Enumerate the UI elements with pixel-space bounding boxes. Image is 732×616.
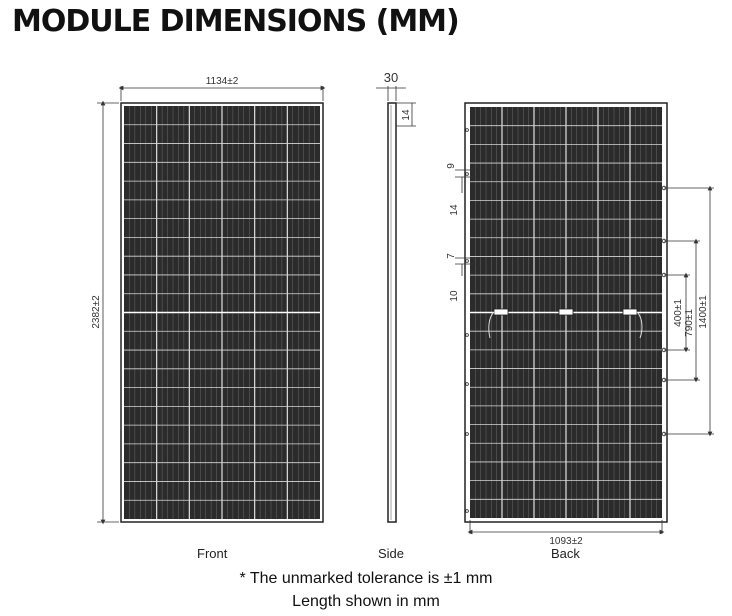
- junction-box-center: [559, 309, 573, 315]
- tolerance-note: * The unmarked tolerance is ±1 mm: [239, 570, 493, 587]
- back-view: [465, 103, 667, 522]
- back-width-dimension: [470, 520, 662, 547]
- hole-b-top-label: 7: [446, 253, 457, 259]
- length-note: Length shown in mm: [292, 593, 440, 610]
- hole-a-bottom-label: 14: [449, 204, 460, 216]
- hole: [466, 173, 469, 176]
- front-view: [121, 103, 323, 522]
- mount-400-label: 400±1: [673, 299, 684, 327]
- junction-box-left: [494, 309, 508, 315]
- side-thickness-label: 30: [383, 70, 399, 85]
- hole: [466, 433, 469, 436]
- side-frame: [388, 103, 396, 522]
- hole: [466, 129, 469, 132]
- hole: [466, 510, 469, 513]
- caption-front: Front: [197, 546, 228, 561]
- front-height-label: 2382±2: [91, 295, 102, 329]
- back-width-label: 1093±2: [549, 536, 583, 547]
- hole: [466, 334, 469, 337]
- side-frame-label: 14: [401, 109, 412, 121]
- caption-side: Side: [378, 546, 405, 561]
- junction-box-right: [623, 309, 637, 315]
- side-view: [376, 70, 416, 522]
- front-width-label: 1134±2: [205, 76, 239, 87]
- hole-b-bottom-label: 10: [449, 290, 460, 302]
- mount-790-label: 790±1: [684, 309, 695, 337]
- front-height-dimension: [91, 103, 119, 522]
- caption-back: Back: [551, 546, 580, 561]
- front-width-dimension: [121, 76, 323, 101]
- hole: [466, 260, 469, 263]
- mounting-dimensions: [664, 188, 714, 434]
- page-title: MODULE DIMENSIONS (MM): [12, 4, 459, 39]
- hole-a-top-label: 9: [446, 163, 457, 169]
- mount-1400-label: 1400±1: [698, 295, 709, 329]
- hole: [466, 383, 469, 386]
